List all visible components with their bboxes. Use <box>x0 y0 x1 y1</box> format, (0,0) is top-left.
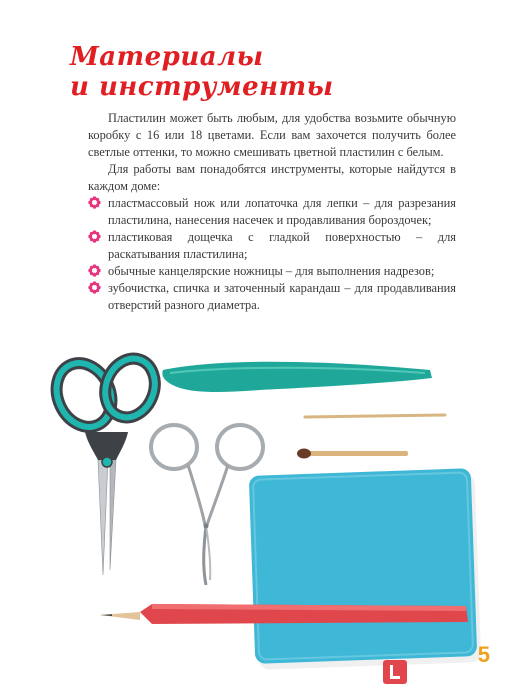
modelling-knife <box>162 362 432 392</box>
toothpick <box>305 415 445 417</box>
page-number: 5 <box>477 642 490 667</box>
nail-scissors <box>151 425 263 585</box>
large-scissors <box>46 352 162 575</box>
list-item-text: зубочистка, спичка и заточенный карандаш – для продавливания отверстий разного диаметра. <box>108 281 456 312</box>
labirint-logo <box>383 660 407 684</box>
list-item <box>88 229 456 263</box>
list-item <box>88 280 456 314</box>
flower-icon <box>88 281 101 294</box>
page-title <box>70 42 370 102</box>
pencil <box>100 604 468 624</box>
body-text <box>88 110 456 314</box>
flower-icon <box>88 196 101 209</box>
plastic-board <box>249 468 481 670</box>
list-item-text: обычные канцелярские ножницы – для выполнения надрезов; <box>108 264 435 278</box>
tools-list <box>88 195 456 314</box>
title-line-1: Материалы <box>70 42 264 72</box>
tools-intro-paragraph: Для работы вам понадобятся инструменты, которые найдутся в каждом доме: <box>88 162 456 193</box>
flower-icon <box>88 264 101 277</box>
list-item <box>88 263 456 280</box>
list-item-text: пластмассовый нож или лопаточка для лепки – для разрезания пластилина, нанесения насечек и продавливания бороздочек; <box>108 196 456 227</box>
title-line-2: и инструменты <box>70 72 334 102</box>
list-item-text: пластиковая дощечка с гладкой поверхностью – для раскатывания пластилина; <box>108 230 456 261</box>
match <box>297 449 408 459</box>
intro-paragraph: Пластилин может быть любым, для удобства возьмите обычную коробку с 16 или 18 цветами. Если вам захочется получить более светлые оттенки, то можно смешивать цветной пластилин с белым. <box>88 111 456 159</box>
flower-icon <box>88 230 101 243</box>
tools-photo <box>0 340 528 700</box>
list-item <box>88 195 456 229</box>
